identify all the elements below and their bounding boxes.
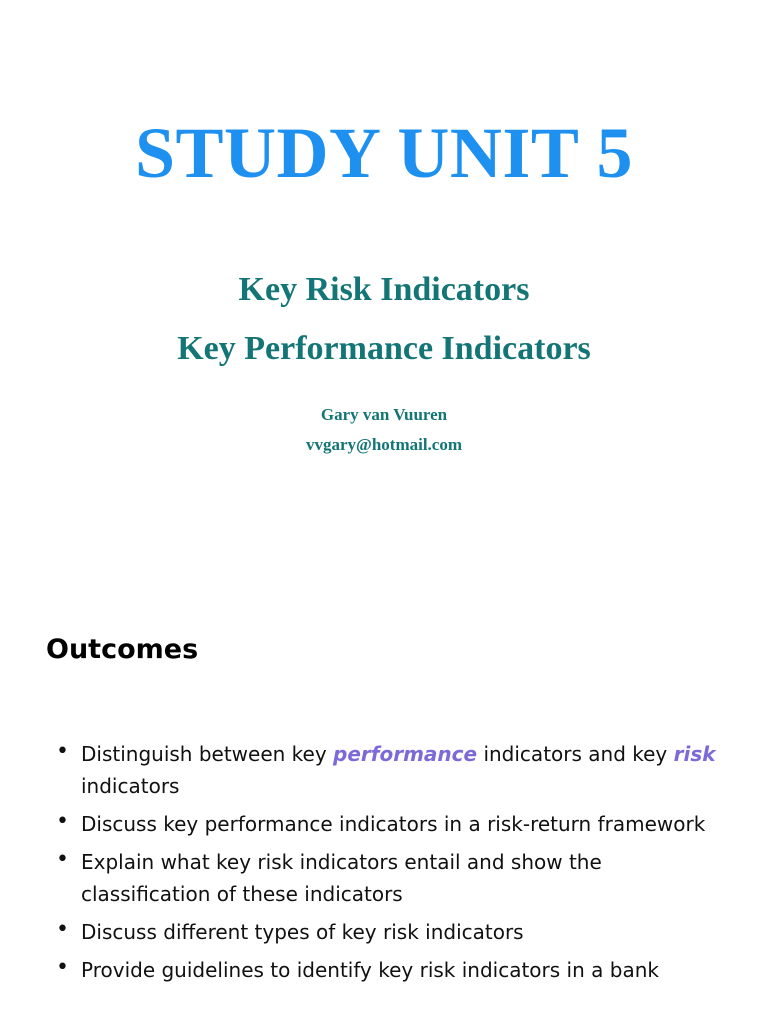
outcome-text-middle: indicators and key bbox=[477, 742, 674, 766]
outcome-text: Explain what key risk indicators entail and show the classification of these indicators bbox=[81, 850, 602, 906]
emphasis-performance: performance bbox=[333, 742, 478, 766]
subtitle-key-risk-indicators: Key Risk Indicators bbox=[238, 271, 530, 308]
list-item bbox=[56, 916, 736, 948]
outcome-text-end: indicators bbox=[81, 774, 180, 798]
bullet-icon: • bbox=[56, 847, 69, 872]
list-item bbox=[56, 846, 736, 910]
bullet-icon: • bbox=[56, 809, 69, 834]
outcomes-heading: Outcomes bbox=[46, 634, 199, 665]
author-email: vvgary@hotmail.com bbox=[305, 435, 463, 454]
outcome-text-start: Distinguish between key bbox=[81, 742, 334, 766]
list-item bbox=[56, 738, 736, 802]
bullet-icon: • bbox=[56, 955, 69, 980]
emphasis-risk: risk bbox=[673, 742, 716, 766]
bullet-icon: • bbox=[56, 739, 69, 764]
subtitle-key-performance-indicators: Key Performance Indicators bbox=[177, 330, 591, 367]
outcomes-list bbox=[56, 738, 736, 992]
list-item bbox=[56, 808, 736, 840]
outcome-text: Provide guidelines to identify key risk indicators in a bank bbox=[81, 958, 659, 982]
list-item bbox=[56, 954, 736, 986]
author-name: Gary van Vuuren bbox=[320, 405, 448, 424]
outcome-text: Discuss key performance indicators in a risk-return framework bbox=[81, 812, 706, 836]
bullet-icon: • bbox=[56, 917, 69, 942]
outcome-text: Discuss different types of key risk indicators bbox=[81, 920, 524, 944]
slide-title: STUDY UNIT 5 bbox=[134, 113, 634, 193]
